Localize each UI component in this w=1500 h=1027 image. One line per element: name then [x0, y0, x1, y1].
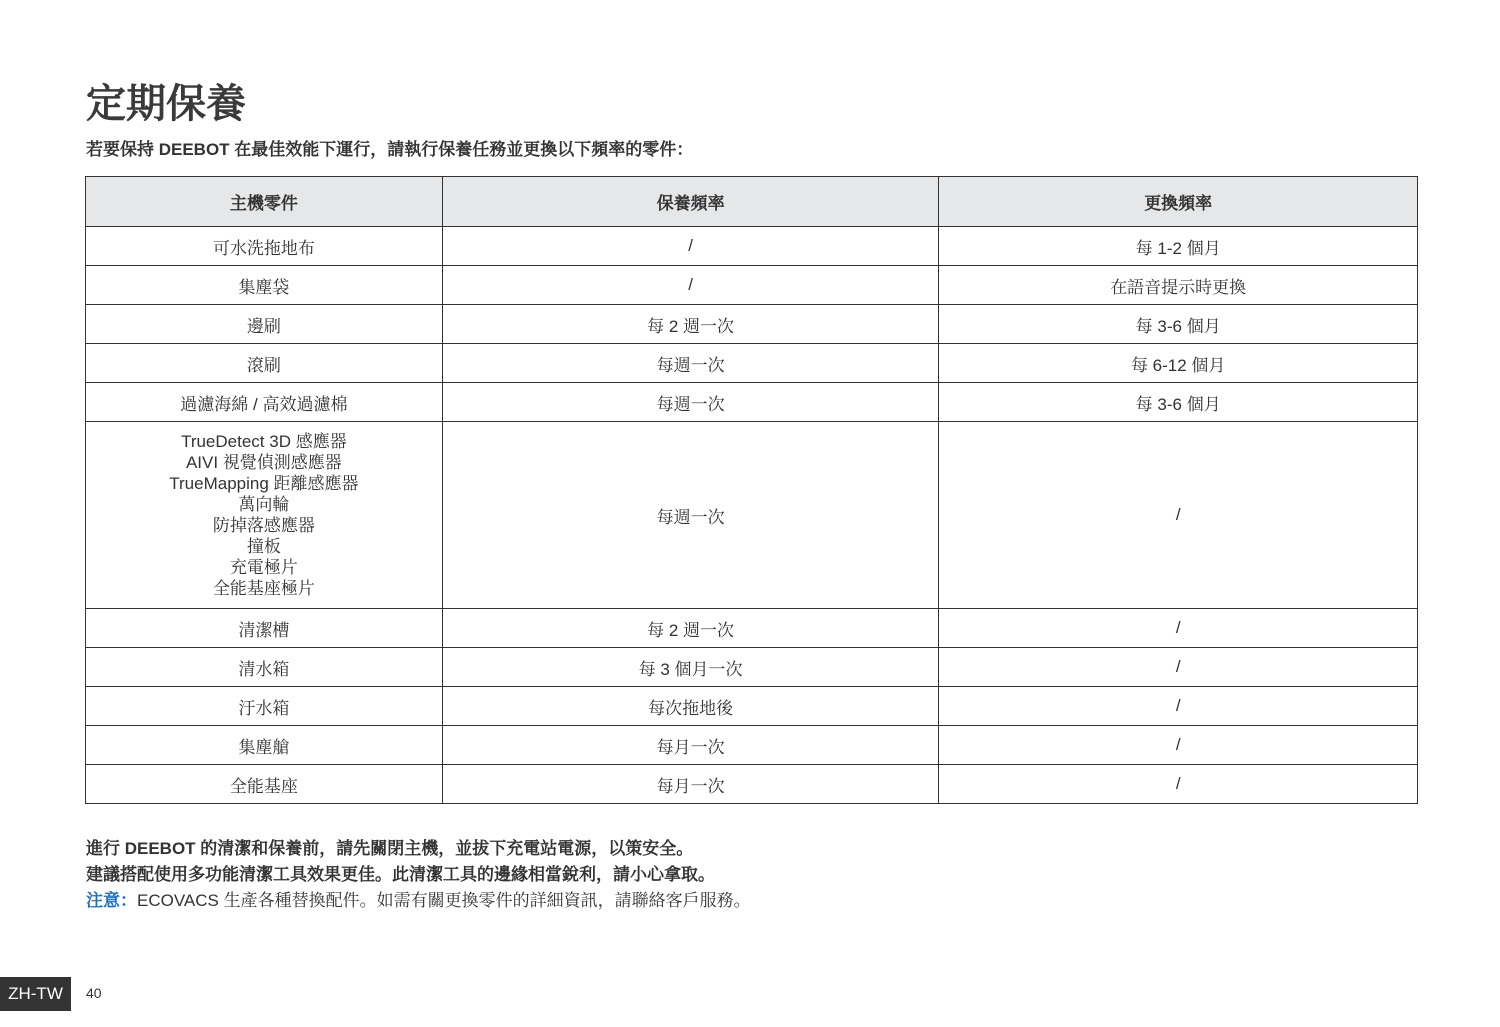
table-row	[86, 765, 1418, 804]
maintenance-cell: 每週一次	[442, 422, 939, 609]
replacement-cell: 每 1-2 個月	[939, 227, 1418, 266]
page-title: 定期保養	[86, 82, 246, 126]
replacement-cell: /	[939, 765, 1418, 804]
maintenance-cell: /	[442, 227, 939, 266]
tool-note: 建議搭配使用多功能清潔工具效果更佳。此清潔工具的邊緣相當銳利，請小心拿取。	[86, 865, 715, 884]
table-row	[86, 648, 1418, 687]
maintenance-cell: 每月一次	[442, 765, 939, 804]
safety-note: 進行 DEEBOT 的清潔和保養前，請先關閉主機，並拔下充電站電源，以策安全。	[86, 839, 694, 858]
header-maintenance: 保養頻率	[442, 177, 939, 227]
header-replacement: 更換頻率	[939, 177, 1418, 227]
part-line: 充電極片	[229, 558, 298, 577]
part-line: 防掉落感應器	[212, 516, 315, 535]
table-row	[86, 305, 1418, 344]
maintenance-table	[85, 176, 1418, 804]
table-row	[86, 266, 1418, 305]
maintenance-cell: 每 2 週一次	[442, 305, 939, 344]
part-cell: 過濾海綿 / 高效過濾棉	[86, 383, 443, 422]
note-text: ECOVACS 生產各種替換配件。如需有關更換零件的詳細資訊，請聯絡客戶服務。	[137, 891, 751, 910]
maintenance-cell: 每 3 個月一次	[442, 648, 939, 687]
replacement-cell: 在語音提示時更換	[939, 266, 1418, 305]
part-line: 萬向輪	[238, 495, 290, 514]
replacement-cell: /	[939, 422, 1418, 609]
parts-note	[86, 888, 751, 914]
page-subtitle: 若要保持 DEEBOT 在最佳效能下運行，請執行保養任務並更換以下頻率的零件：	[86, 140, 694, 159]
replacement-cell: /	[939, 726, 1418, 765]
note-label: 注意：	[86, 891, 137, 910]
page-number: 40	[86, 985, 102, 1001]
table-row	[86, 726, 1418, 765]
maintenance-cell: 每週一次	[442, 344, 939, 383]
part-cell: 全能基座	[86, 765, 443, 804]
part-cell: 集塵艙	[86, 726, 443, 765]
maintenance-cell: 每 2 週一次	[442, 609, 939, 648]
replacement-cell: /	[939, 609, 1418, 648]
part-cell: 集塵袋	[86, 266, 443, 305]
replacement-cell: /	[939, 648, 1418, 687]
replacement-cell: /	[939, 687, 1418, 726]
maintenance-cell: 每週一次	[442, 383, 939, 422]
part-line: AIVI 視覺偵測感應器	[185, 453, 342, 472]
maintenance-cell: /	[442, 266, 939, 305]
notes-block	[86, 836, 751, 914]
part-cell: 清潔槽	[86, 609, 443, 648]
table-row	[86, 609, 1418, 648]
table-row	[86, 383, 1418, 422]
part-line: 全能基座極片	[212, 579, 315, 598]
part-cell: 汙水箱	[86, 687, 443, 726]
part-cell: 清水箱	[86, 648, 443, 687]
maintenance-cell: 每次拖地後	[442, 687, 939, 726]
part-cell-multi	[86, 422, 443, 609]
table-row	[86, 422, 1418, 609]
table-row	[86, 687, 1418, 726]
replacement-cell: 每 3-6 個月	[939, 305, 1418, 344]
replacement-cell: 每 6-12 個月	[939, 344, 1418, 383]
table-row	[86, 344, 1418, 383]
replacement-cell: 每 3-6 個月	[939, 383, 1418, 422]
table-row	[86, 227, 1418, 266]
part-cell: 可水洗拖地布	[86, 227, 443, 266]
part-line: TrueMapping 距離感應器	[169, 474, 359, 493]
header-part: 主機零件	[86, 177, 443, 227]
part-cell: 滾刷	[86, 344, 443, 383]
maintenance-cell: 每月一次	[442, 726, 939, 765]
part-line: TrueDetect 3D 感應器	[181, 432, 347, 451]
language-badge: ZH-TW	[0, 977, 71, 1011]
part-line: 撞板	[246, 537, 281, 556]
table-header-row	[86, 177, 1418, 227]
part-cell: 邊刷	[86, 305, 443, 344]
